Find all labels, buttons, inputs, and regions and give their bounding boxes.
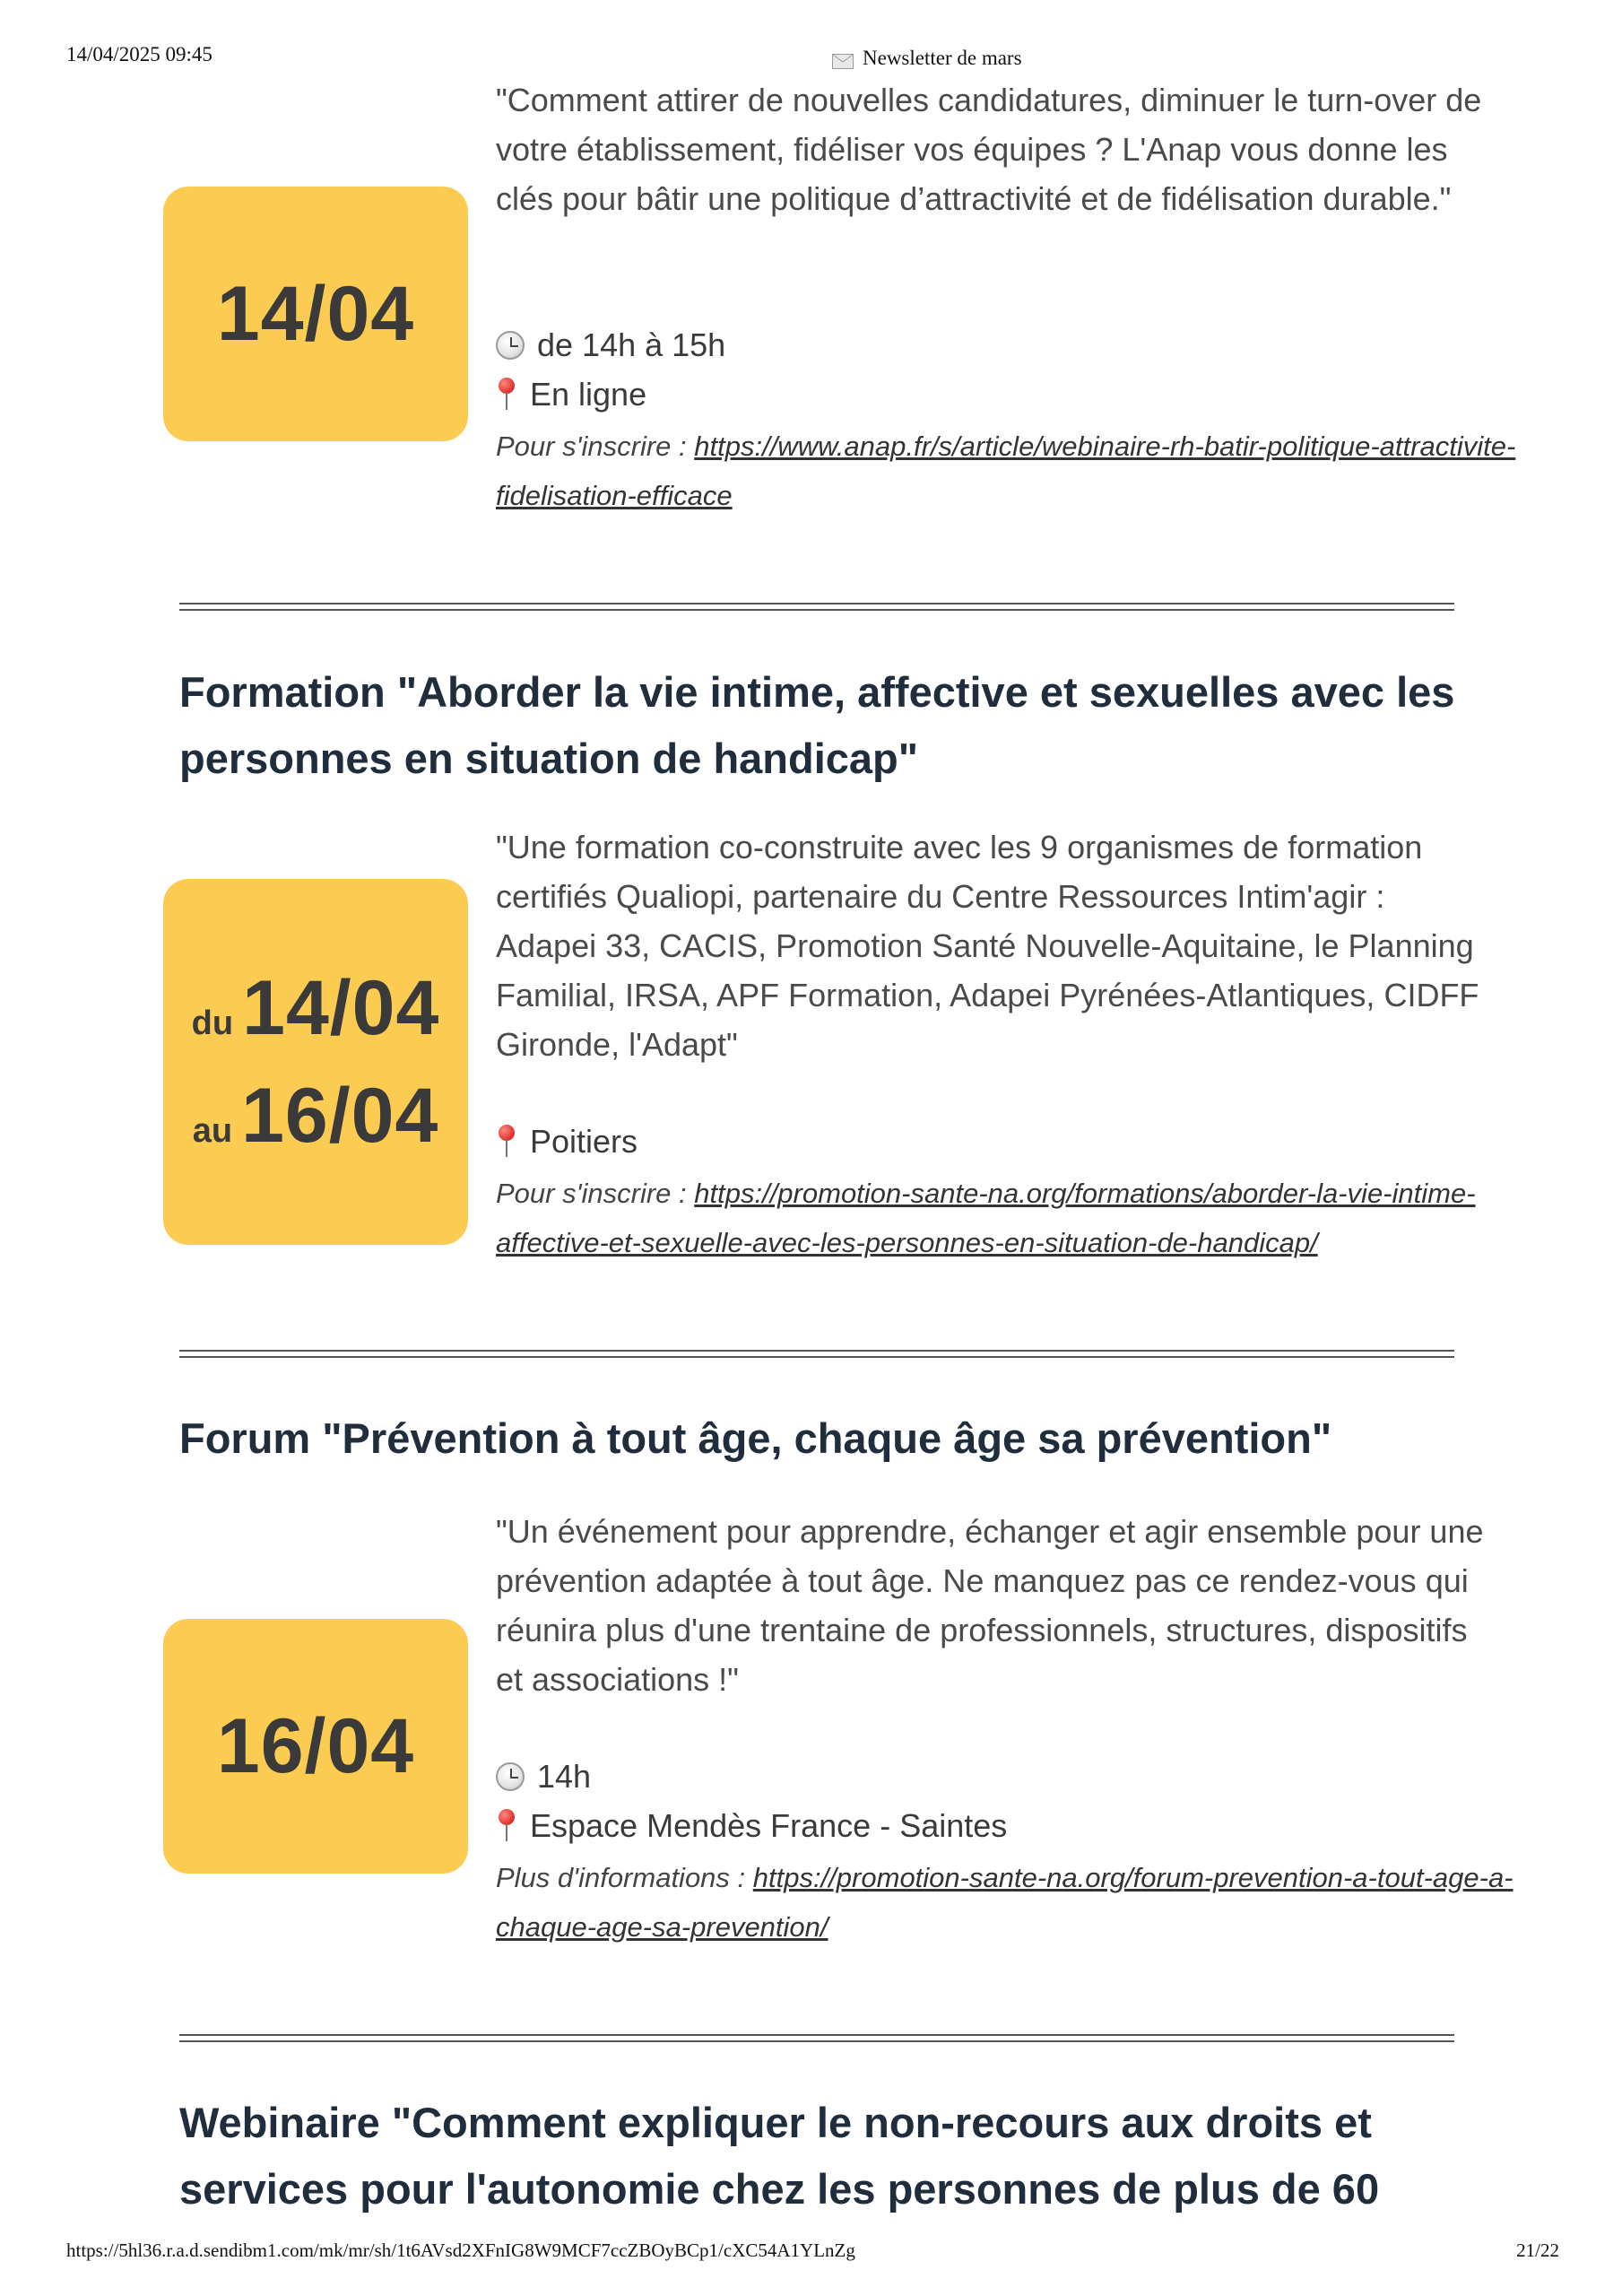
event2-location-text: Poitiers (530, 1123, 638, 1160)
event2-date-from: 14/04 (242, 965, 440, 1051)
event2-link-label: Pour s'inscrire : (496, 1178, 695, 1209)
clock-icon (496, 331, 525, 360)
clock-icon (496, 1762, 525, 1791)
event1-date-box (163, 187, 468, 441)
event3-description: "Un événement pour apprendre, échanger et agir ensemble pour une prévention adaptée à tout âge. Ne manquez pas ce rendez-vous qui réunira plus d'une trentaine de professionnels, structures, dispositifs et associations !" (496, 1513, 1484, 1698)
print-datetime: 14/04/2025 09:45 (66, 43, 213, 65)
event2-date-to-line (192, 1073, 439, 1159)
event2-date-from-prefix: du (191, 1004, 234, 1042)
divider (179, 2034, 1454, 2042)
event1-time (496, 320, 725, 370)
event2-date-box (163, 879, 468, 1245)
event3-time (496, 1752, 591, 1801)
print-page-title-text: Newsletter de mars (863, 47, 1022, 69)
print-page-title (832, 47, 1022, 70)
event3-link[interactable]: https://promotion-sante-na.org/forum-prevention-a-tout-age-a-chaque-age-sa-prevention/ (496, 1862, 1514, 1943)
event2-link[interactable]: https://promotion-sante-na.org/formations/aborder-la-vie-intime-affective-et-sexuelle-avec-les-personnes-en-situation-de-handicap/ (496, 1178, 1476, 1258)
event1-time-text: de 14h à 15h (537, 326, 726, 363)
event2-description: "Une formation co-construite avec les 9 organismes de formation certifiés Qualiopi, partenaire du Centre Ressources Intim'agir : Adapei 33, CACIS, Promotion Santé Nouvelle-Aquitaine, le Planning Familial, IRSA, APF Formation, Adapei Pyrénées-Atlantiques, CIDFF Gironde, l'Adapt" (496, 829, 1479, 1063)
event3-link-line (496, 1853, 1527, 1952)
event3-date-box (163, 1619, 468, 1874)
event2-date-to: 16/04 (241, 1073, 439, 1159)
pin-icon (496, 378, 517, 412)
event4-title: Webinaire "Comment expliquer le non-recours aux droits et services pour l'autonomie chez les personnes de plus de 60 (179, 2099, 1380, 2213)
event1-date: 14/04 (216, 271, 415, 357)
event2-link-line (496, 1169, 1527, 1267)
event3-title: Forum "Prévention à tout âge, chaque âge sa prévention" (179, 1414, 1332, 1462)
event2-title: Formation "Aborder la vie intime, affective et sexuelles avec les personnes en situation de handicap" (179, 668, 1455, 782)
print-page-number: 21/22 (1516, 2239, 1559, 2261)
event1-location (496, 370, 646, 419)
pin-icon (496, 1125, 517, 1159)
event1-location-text: En ligne (530, 376, 647, 413)
event2-location (496, 1117, 638, 1166)
event1-description: "Comment attirer de nouvelles candidatures, diminuer le turn-over de votre établissement, fidéliser vos équipes ? L'Anap vous donne les clés pour bâtir une politique d’attractivité et de fidélisation durable." (496, 82, 1482, 217)
pin-icon (496, 1809, 517, 1843)
envelope-icon (832, 51, 854, 66)
event1-link-label: Pour s'inscrire : (496, 430, 695, 462)
event3-time-text: 14h (537, 1758, 592, 1795)
event2-date-from-line (191, 965, 440, 1051)
event2-date-to-prefix: au (192, 1112, 233, 1150)
event3-date: 16/04 (216, 1703, 415, 1789)
event3-link-label: Plus d'informations : (496, 1862, 753, 1893)
event1-link-line (496, 422, 1527, 520)
divider (179, 1350, 1454, 1358)
print-url: https://5hl36.r.a.d.sendibm1.com/mk/mr/sh/1t6AVsd2XFnIG8W9MCF7ccZBOyBCp1/cXC54A1YLnZg (66, 2239, 855, 2261)
event3-location-text: Espace Mendès France - Saintes (530, 1807, 1008, 1844)
event1-link[interactable]: https://www.anap.fr/s/article/webinaire-rh-batir-politique-attractivite-fidelisation-efficace (496, 430, 1516, 511)
event3-location (496, 1801, 1007, 1850)
divider (179, 603, 1454, 611)
